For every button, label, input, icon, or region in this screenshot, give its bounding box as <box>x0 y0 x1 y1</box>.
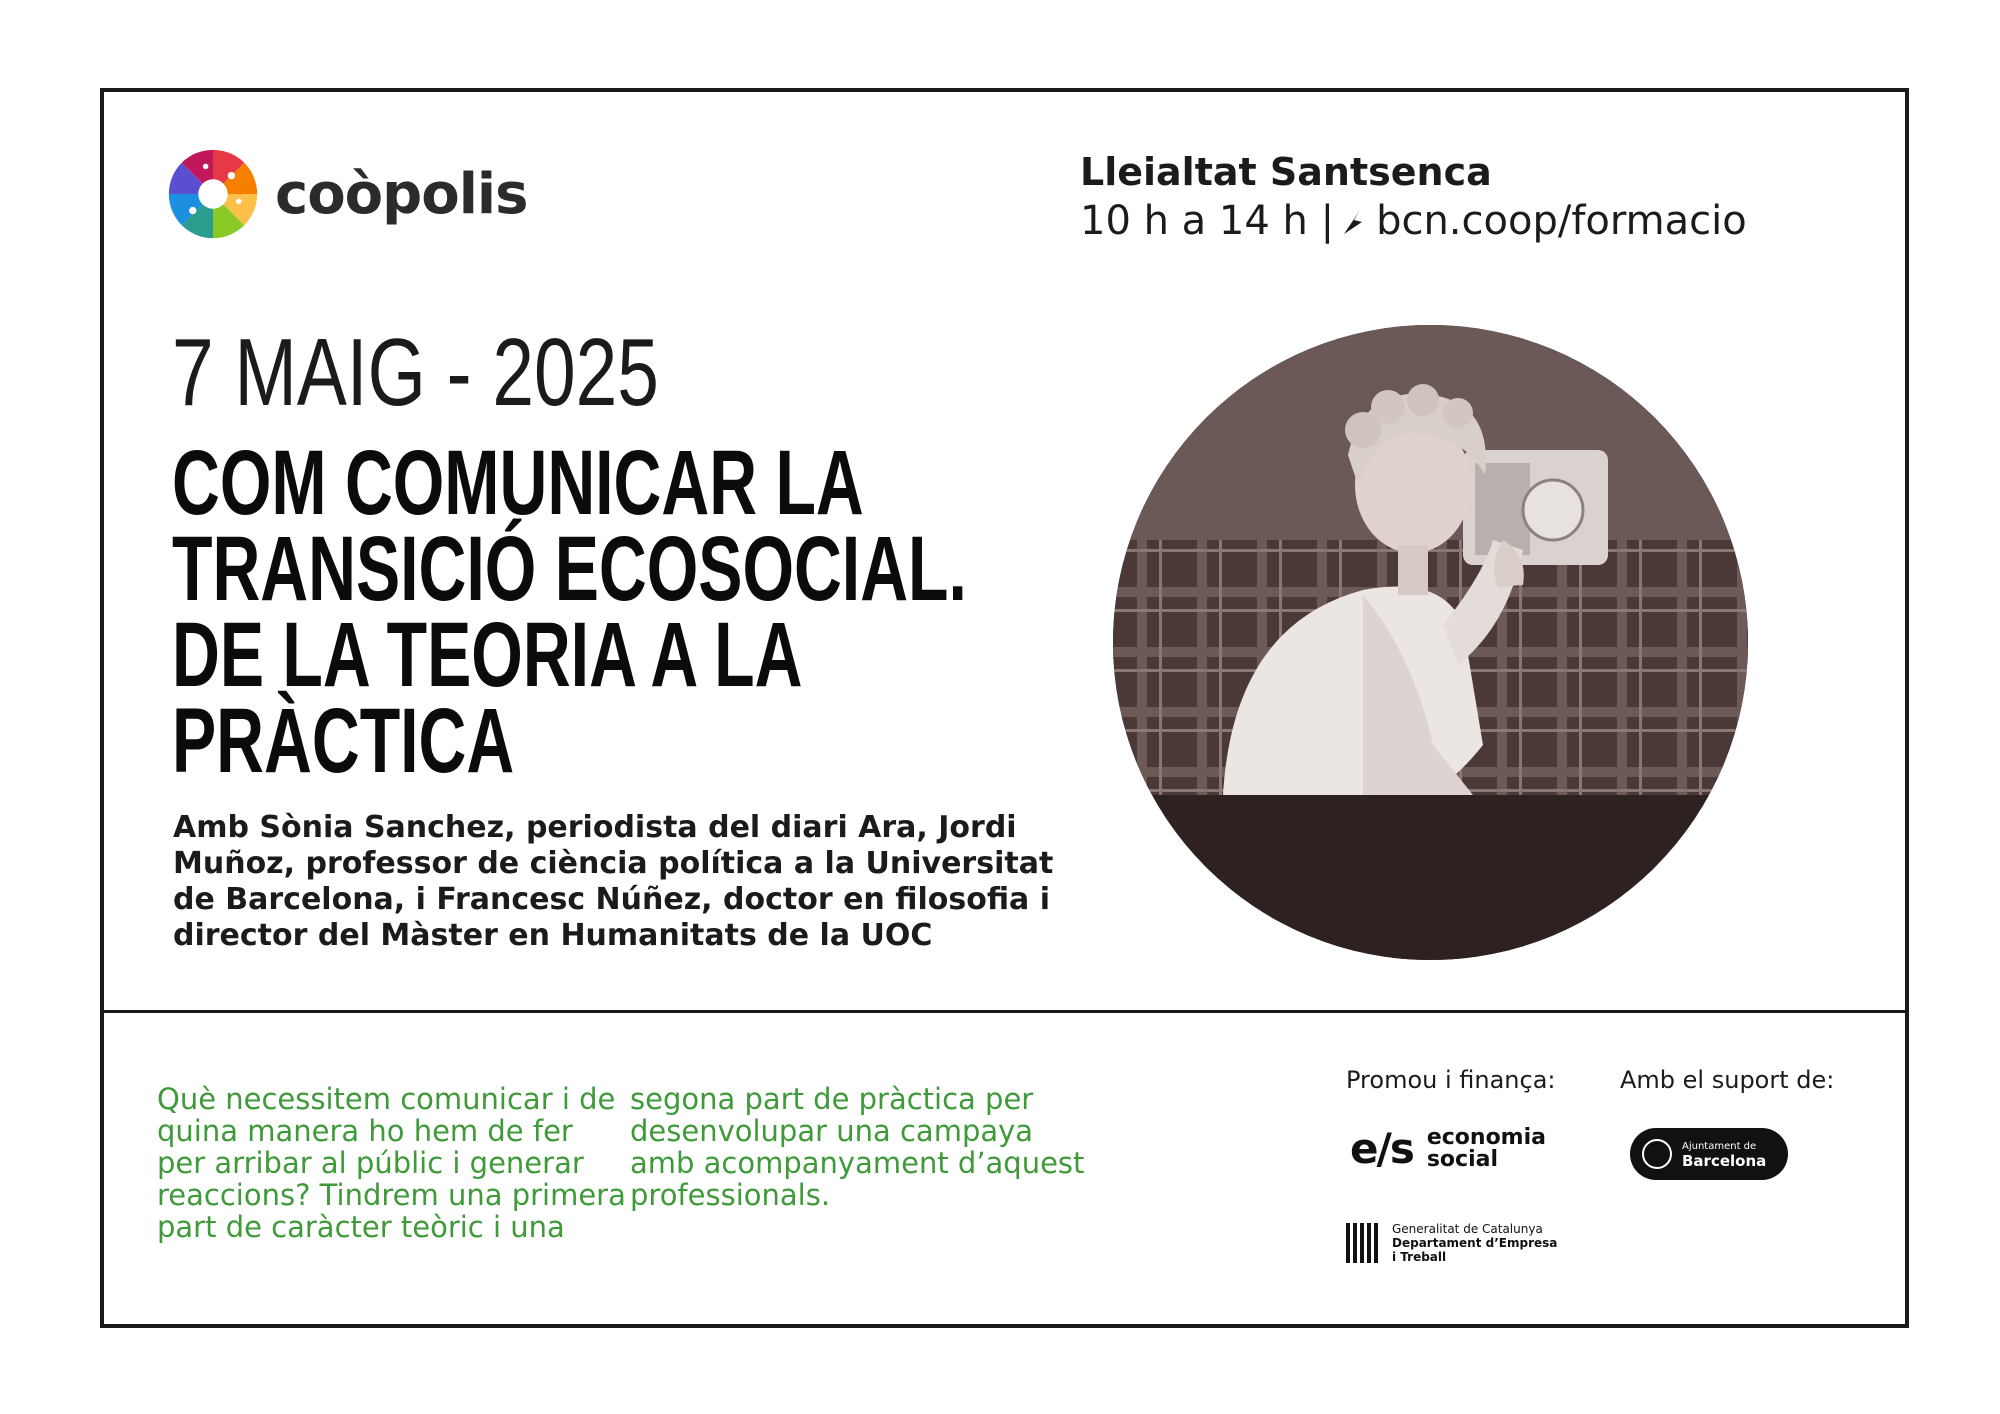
barcelona-shield-icon <box>1642 1139 1672 1169</box>
economia-social-mark: e/s <box>1350 1124 1413 1173</box>
economia-social-line2: social <box>1426 1146 1499 1172</box>
arrow-icon <box>1340 206 1366 236</box>
generalitat-logo <box>1346 1222 1557 1264</box>
promou-label: Promou i finança: <box>1346 1066 1556 1094</box>
event-date: 7 MAIG - 2025 <box>172 319 659 426</box>
title-line: TRANSICIÓ ECOSOCIAL. <box>172 518 967 620</box>
title-line: DE LA TEORIA A LA <box>172 604 803 706</box>
generalitat-line3: i Treball <box>1392 1250 1447 1264</box>
coopolis-wheel-icon <box>167 148 259 240</box>
generalitat-line1: Generalitat de Catalunya <box>1392 1222 1543 1236</box>
ajuntament-line1: Ajuntament de <box>1682 1141 1757 1152</box>
senyera-icon <box>1346 1223 1382 1263</box>
ajuntament-line2: Barcelona <box>1682 1152 1767 1170</box>
economia-social-text <box>1426 1124 1546 1172</box>
event-speakers: Amb Sònia Sanchez, periodista del diari Ara, Jordi Muñoz, professor de ciència política a la Universitat de Barcelona, i Francesc Núñez, doctor en filosofia i director del Màster en Humanitats de la UOC <box>173 810 1054 953</box>
venue-link[interactable]: bcn.coop/formacio <box>1376 198 1747 244</box>
economia-social-logo <box>1350 1124 1546 1173</box>
venue-name: Lleialtat Santsenca <box>1080 150 1492 194</box>
economia-social-line1: economia <box>1426 1124 1546 1150</box>
event-title <box>172 432 1065 792</box>
title-line: PRÀCTICA <box>172 690 515 792</box>
venue-info <box>1080 198 1747 244</box>
section-divider <box>100 1010 1909 1013</box>
ajuntament-text <box>1682 1140 1766 1168</box>
vintage-photo <box>1113 325 1748 960</box>
venue-hours: 10 h a 14 h | <box>1080 198 1335 244</box>
generalitat-line2: Departament d’Empresa <box>1392 1236 1558 1250</box>
description-column-1: Què necessitem comunicar i de quina manera ho hem de fer per arribar al públic i generar reaccions? Tindrem una primera part de caràcter teòric i una <box>157 1082 626 1244</box>
venue-block <box>1080 150 1747 244</box>
suport-label: Amb el suport de: <box>1620 1066 1835 1094</box>
generalitat-text <box>1392 1222 1557 1264</box>
woman-radio-illustration <box>1113 325 1748 960</box>
title-line: COM COMUNICAR LA <box>172 432 864 534</box>
brand-name: coòpolis <box>275 161 528 227</box>
ajuntament-barcelona-logo <box>1630 1128 1788 1180</box>
coopolis-logo <box>167 148 527 240</box>
description-column-2: segona part de pràctica per desenvolupar una campaya amb acompanyament d’aquest professionals. <box>630 1082 1085 1212</box>
